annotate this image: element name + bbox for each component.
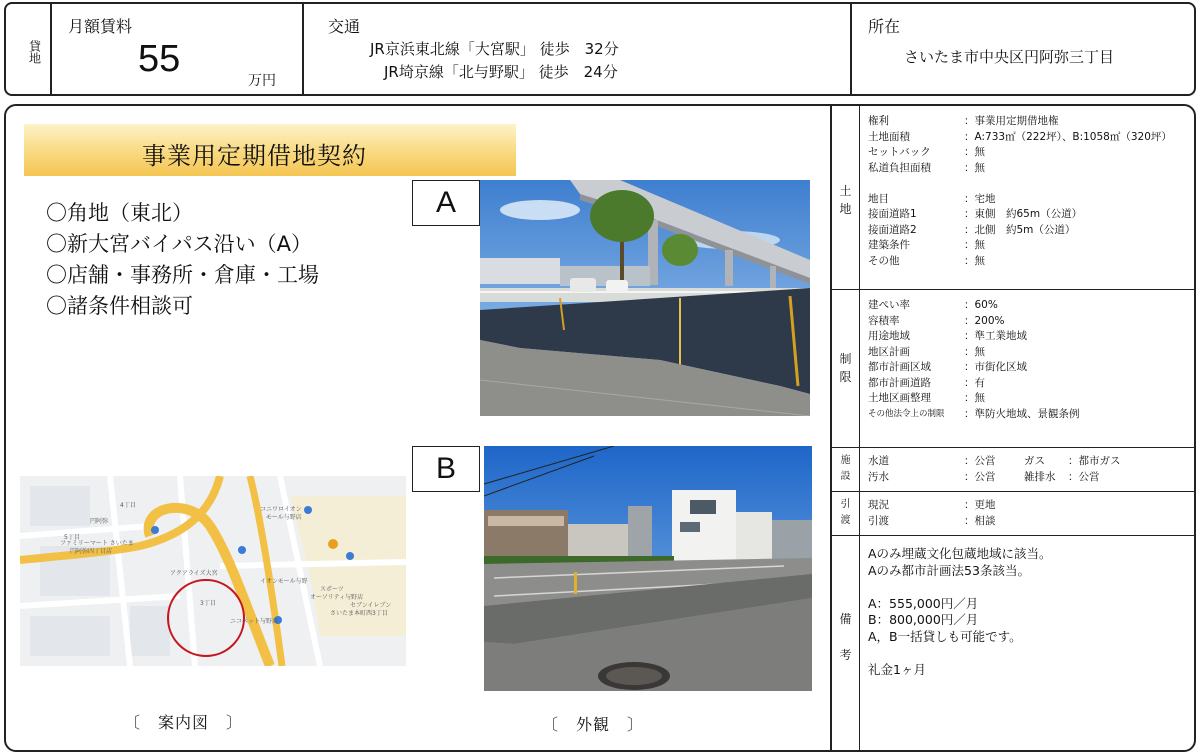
note-line: Aのみ都市計画法53条該当。 bbox=[868, 562, 1030, 578]
section-head-land bbox=[832, 106, 860, 289]
map-label: ファミリーマート さいたま bbox=[60, 540, 134, 547]
map-label: 5丁目 bbox=[64, 534, 80, 541]
map-label: スポーツ bbox=[320, 586, 344, 593]
note-line bbox=[868, 579, 1052, 596]
notes-section bbox=[832, 536, 1196, 752]
section-head-notes bbox=[832, 536, 860, 752]
traffic-cell bbox=[304, 4, 852, 94]
photo-a-parking-lot[interactable] bbox=[480, 180, 810, 416]
map-label: セブンイレブン bbox=[350, 602, 392, 609]
section-head-char: 地 bbox=[839, 202, 852, 216]
spec-table bbox=[830, 106, 1196, 752]
feature-list bbox=[46, 198, 319, 322]
land-section: 土 地 権利 ：事業用定期借地権 土地面積 ：A:733㎡（222坪）、B:1058㎡（320坪） セットバック ：無 私道負担面積 ：無 地目 ：宅地 接面道路1 ：東側 約65m（公道） 接面道路2 ：北側 約5m（公道） 建築条件 ：無 その他 ：無 bbox=[832, 106, 1196, 290]
location-label: 所在 bbox=[868, 17, 901, 36]
feature-item: 〇店舗・事務所・倉庫・工場 bbox=[46, 263, 319, 287]
section-head-char: 考 bbox=[839, 648, 852, 662]
photo-a-tag: A bbox=[412, 180, 480, 226]
map-label: 円阿弥 bbox=[90, 518, 109, 525]
note-line: A：555,000円／月 bbox=[868, 595, 979, 611]
map-label: 4丁目 bbox=[120, 502, 136, 509]
section-head-char: 限 bbox=[839, 370, 852, 384]
location-cell bbox=[852, 4, 1196, 94]
rent-unit: 万円 bbox=[248, 73, 276, 89]
property-header bbox=[4, 2, 1196, 96]
section-head-char: 土 bbox=[839, 184, 852, 198]
restriction-section: 制 限 建ぺい率 ：60% 容積率 ：200% 用途地域 ：準工業地域 地区計画 ：無 都市計画区域 ：市街化区域 都市計画道路 ：有 土地区画整理 ：無 その他法令上の制限 ：準防火地域、景観条例 bbox=[832, 290, 1196, 448]
section-head-char: 渡 bbox=[840, 515, 851, 526]
map-caption: 〔 案内図 〕 bbox=[124, 713, 244, 732]
traffic-line-2: JR埼京線「北与野駅」 徒歩 24分 bbox=[384, 63, 618, 81]
section-head-char: 制 bbox=[839, 352, 852, 366]
section-head-char: 備 bbox=[839, 612, 852, 626]
map-label: アクアライズ大宮 bbox=[170, 570, 218, 577]
photo-b-parking-lot[interactable] bbox=[484, 446, 812, 691]
contract-type-title: 事業用定期借地契約 bbox=[142, 142, 367, 170]
note-line bbox=[868, 645, 1052, 662]
rent-cell bbox=[52, 4, 304, 94]
note-line: 礼金1ヶ月 bbox=[868, 661, 926, 677]
map-label: ニコペット与野店 bbox=[230, 618, 279, 625]
note-line: Aのみ埋蔵文化包蔵地域に該当。 bbox=[868, 546, 1052, 561]
photo-b-image bbox=[484, 446, 812, 691]
section-head-char: 設 bbox=[840, 471, 851, 482]
section-head-char: 施 bbox=[840, 455, 851, 466]
traffic-label: 交通 bbox=[328, 17, 361, 36]
photo-caption: 〔 外観 〕 bbox=[542, 715, 645, 734]
map-label: さいたま本町西3丁目 bbox=[330, 610, 388, 617]
rent-value: 55 bbox=[138, 38, 181, 80]
section-head-facility bbox=[832, 448, 860, 491]
map-label: コニワロイオン bbox=[260, 506, 302, 513]
section-head-transfer bbox=[832, 492, 860, 535]
map-label: モール与野店 bbox=[266, 514, 302, 521]
contract-type-banner bbox=[24, 124, 516, 176]
feature-item: 〇角地（東北） bbox=[46, 201, 193, 225]
photo-b-tag: B bbox=[412, 446, 480, 492]
note-line: B：800,000円／月 bbox=[868, 612, 979, 627]
notes-text bbox=[868, 546, 1052, 678]
property-type: 貸地 bbox=[27, 40, 42, 64]
feature-item: 〇新大宮バイパス沿い（A） bbox=[46, 232, 312, 256]
location-value: さいたま市中央区円阿弥三丁目 bbox=[904, 48, 1115, 66]
facility-section: 施 設 水道 ：公営 ガス ：都市ガス 汚水 ：公営 雑排水 ：公営 bbox=[832, 448, 1196, 492]
note-line: A，B一括貸しも可能です。 bbox=[868, 628, 1022, 644]
traffic-line-1: JR京浜東北線「大宮駅」 徒歩 32分 bbox=[370, 40, 619, 58]
property-type-cell bbox=[6, 4, 52, 94]
map-label: 円阿弥四丁目店 bbox=[70, 548, 113, 555]
rent-label: 月額賃料 bbox=[68, 17, 133, 36]
map-label: 3丁目 bbox=[200, 600, 216, 607]
section-head-char: 引 bbox=[840, 499, 851, 510]
transfer-section: 引 渡 現況 ：更地 引渡 ：相談 bbox=[832, 492, 1196, 536]
section-head-restriction bbox=[832, 290, 860, 447]
map-label: オーソリティ与野店 bbox=[310, 594, 364, 601]
photo-a-image bbox=[480, 180, 810, 416]
location-map[interactable] bbox=[20, 476, 406, 666]
map-label: イオンモール与野 bbox=[260, 578, 308, 585]
feature-item: 〇諸条件相談可 bbox=[46, 294, 193, 318]
property-detail-panel bbox=[4, 104, 1196, 752]
